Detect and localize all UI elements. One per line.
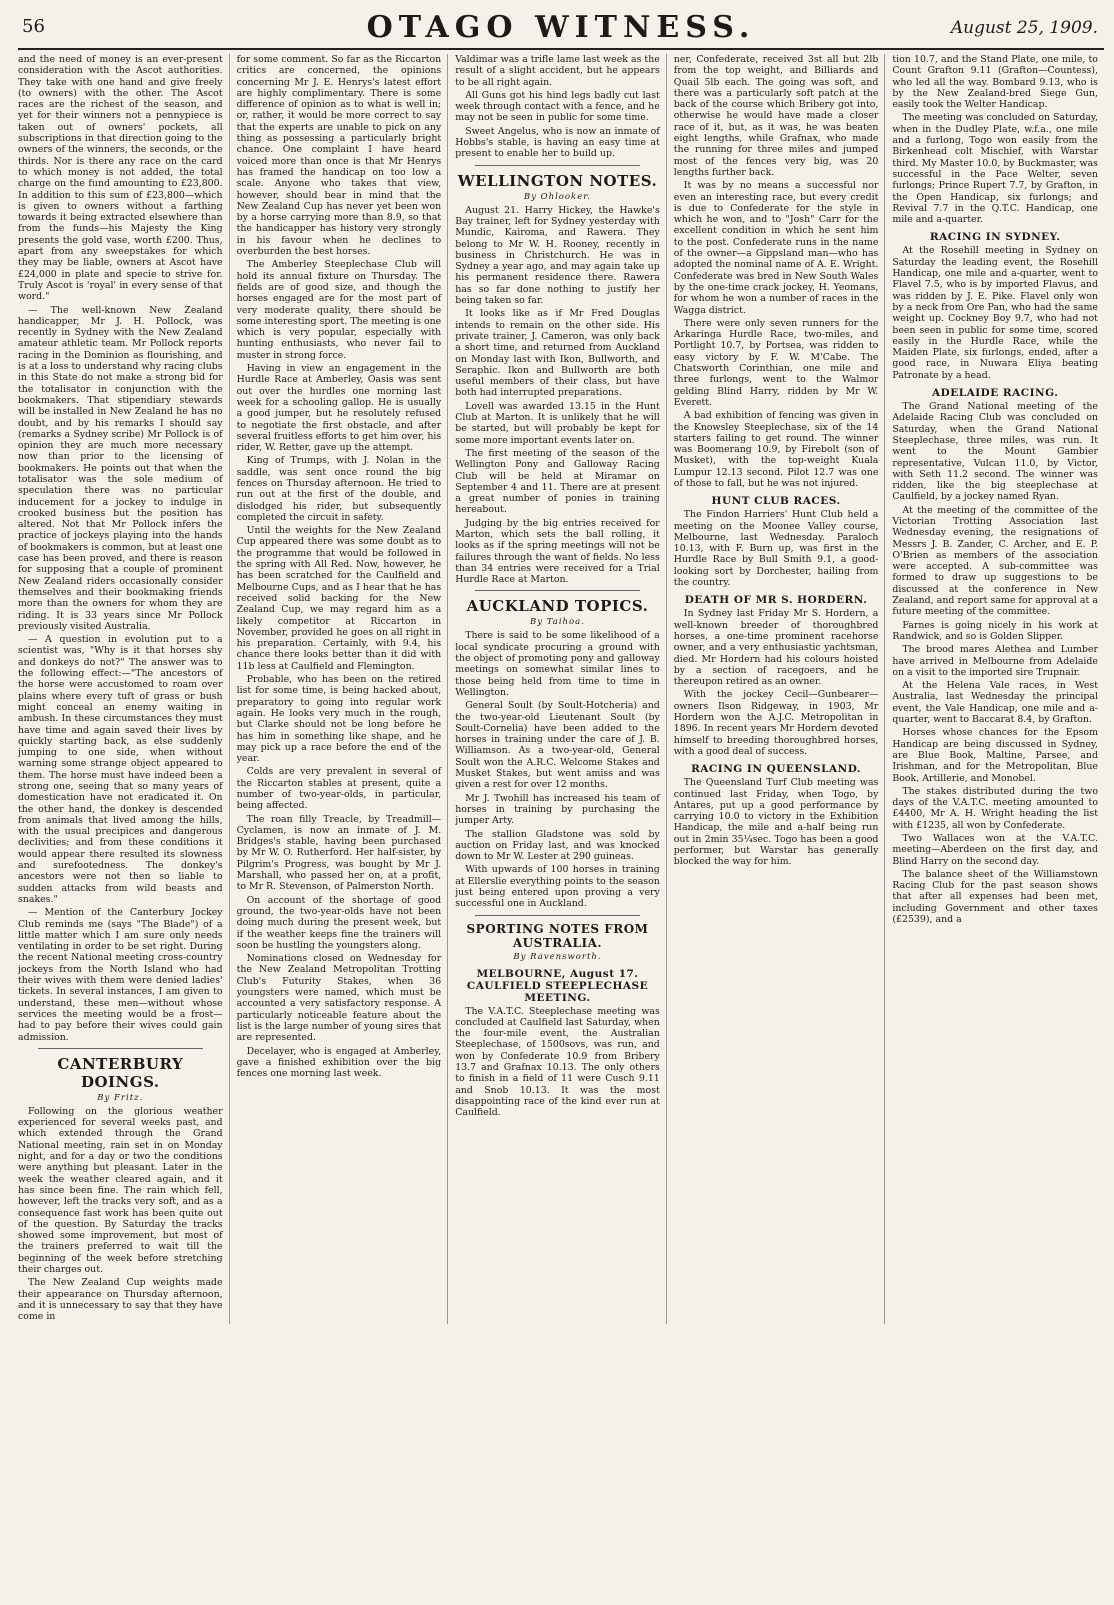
paragraph: Probable, who has been on the retired list for some time, is being hacked about, preparatory to going into regular work again. He looks very much in the rough, but Clarke should not be long before he has him in something like shape, and he may pick up a race before the end of the year.: [236, 674, 442, 765]
paragraph: Two Wallaces won at the V.A.T.C. meeting—Aberdeen on the first day, and Blind Harry on the second day.: [892, 833, 1098, 867]
section-heading-auckland: AUCKLAND TOPICS.: [466, 597, 649, 616]
paragraph: At the Helena Vale races, in West Australia, last Wednesday the principal event, the Vale Handicap, one mile and a-quarter, went to Baccarat 8.4, by Grafton.: [892, 680, 1098, 726]
paragraph: In Sydney last Friday Mr S. Hordern, a well-known breeder of thoroughbred horses, a one-time prominent racehorse owner, and a very enthusiastic yachtsman, died. Mr Hordern had his colours hoisted by a section of racegoers, and he thereupon retired as an owner.: [673, 608, 879, 688]
paragraph: At the Rosehill meeting in Sydney on Saturday the leading event, the Rosehill Handicap, one mile and a-quarter, went to Flavel 7.5, who is by imported Flavus, and was ridden by J. E. Pike. Flavel only won by a neck from Ore Pan, who had the same weight up. Cockney Boy 9.7, who had not been seen in public for some time, scored easily in the Hurdle Race, while the Maiden Plate, six furlongs, ended, after a good race, in Nuwara Eliya beating Patronate by a head.: [892, 245, 1098, 381]
paragraph: The balance sheet of the Williamstown Racing Club for the past season shows that after all expenses had been met, including Government and other taxes (£2539), and a: [892, 868, 1098, 926]
paragraph: The roan filly Treacle, by Treadmill—Cyclamen, is now an inmate of J. M. Bridges's stable, having been purchased by Mr W. O. Rutherford. Her half-sister, by Pilgrim's Progress, was bought by Mr J. Marshall, who passed her on, at a profit, to Mr R. Stevenson, of Palmerston North.: [236, 813, 442, 893]
paragraph: Colds are very prevalent in several of the Riccarton stables at present, quite a number of two-year-olds, in particular, being affected.: [236, 766, 442, 812]
paragraph: The Queensland Turf Club meeting was continued last Friday, when Togo, by Antares, put up a good performance by carrying 10.0 to victory in the Exhibition Handicap, the mile and a-half being run out in 2min 35¼sec. Togo has been a good performer, but Warstar has generally blocked the way for him.: [673, 777, 879, 868]
byline: By Taihoa.: [530, 617, 585, 628]
paragraph: The stallion Gladstone was sold by auction on Friday last, and was knocked down to Mr W. Lester at 290 guineas.: [455, 828, 660, 863]
section-heading-sporting-notes: SPORTING NOTES FROM AUSTRALIA.: [466, 921, 649, 950]
divider: [38, 1048, 203, 1049]
section-heading-wellington: WELLINGTON NOTES.: [457, 171, 658, 190]
byline: By Fritz.: [97, 1092, 144, 1103]
paragraph: The stakes distributed during the two days of the V.A.T.C. meeting amounted to £4400, Mr A. H. Wright heading the list with £1235, all won by Confederate.: [892, 785, 1098, 831]
paragraph: Horses whose chances for the Epsom Handicap are being discussed in Sydney, are Blue Book, Maltine, Parsee, and Irishman, and for the Metropolitan, Blue Book, Artillerie, and Monobel.: [892, 727, 1098, 784]
subheading-sydney: RACING IN SYDNEY.: [929, 231, 1061, 244]
paragraph: August 21. Harry Hickey, the Hawke's Bay trainer, left for Sydney yesterday with Mundic, Kairoma, and Rawera. They belong to Mr W. H. Rooney, recently in business in Christchurch. He was in Sydney a year ago, and may again take up his permanent residence there. Rawera has so far done nothing to justify her being taken so far.: [455, 204, 660, 307]
column-1: [18, 54, 230, 1324]
column-4: [674, 54, 886, 1324]
paragraph: Nominations closed on Wednesday for the New Zealand Metropolitan Trotting Club's Futurity Stakes, when 36 youngsters were named, which must be accounted a very satisfactory response. A particularly noticeable feature about the list is the large number of young sires that are represented.: [236, 953, 442, 1044]
paragraph: At the meeting of the committee of the Victorian Trotting Association last Wednesday evening, the resignations of Messrs J. B. Zander, C. Archer, and E. P. O'Brien as members of the association were accepted. A sub-committee was formed to draw up suggestions to be discussed at the conference in New Zealand, and report same for approval at a future meeting of the committee.: [892, 504, 1098, 618]
paragraph: Decelayer, who is engaged at Amberley, gave a finished exhibition over the big fences one morning last week.: [236, 1045, 442, 1080]
paragraph: The first meeting of the season of the Wellington Pony and Galloway Racing Club will be held at Miramar on September 4 and 11. There are at present a great number of ponies in training hereabout.: [455, 447, 660, 516]
paragraph: On account of the shortage of good ground, the two-year-olds have not been doing much during the present week, but if the weather keeps fine the trainers will soon be hustling the youngsters along.: [236, 894, 442, 951]
paragraph: The Grand National meeting of the Adelaide Racing Club was concluded on Saturday, when the Grand National Steeplechase, three miles, was run. It went to the Mount Gambier representative, Vulcan 11.0, by Victor, with Seth 11.2 second. The winner was ridden, like the big steeplechase at Caulfield, by a jockey named Ryan.: [892, 401, 1098, 503]
subheading-hunt-club: HUNT CLUB RACES.: [711, 495, 841, 508]
paragraph: The Findon Harriers' Hunt Club held a meeting on the Moonee Valley course, Melbourne, last Wednesday. Paraloch 10.13, with F. Burn up, was first in the Hurdle Race by Bull Smith 9.1, a good-looking sort by Dorchester, hailing from the country.: [673, 509, 879, 589]
paragraph: The New Zealand Cup weights made their appearance on Thursday afternoon, and it is unnecessary to say that they have come in: [18, 1277, 223, 1323]
paragraph: and the need of money is an ever-present consideration with the Ascot authorities. They take with one hand and give freely (to owners) with the other. The Ascot races are the richest of the season, and yet for their winners not a pennypiece is taken out of owners' pockets, all subscriptions in that direction going to the owners of the winners, the seconds, or the thirds. Nor is there any race on the card to which money is not added, the total charge on the fund amounting to £23,800. In addition to this sum of £23,800—which is given to owners without a farthing towards it being extracted elsewhere than from the funds—his Majesty the King presents the gold vase, worth £200. Thus, apart from any sweepstakes for which they may be liable, owners at Ascot have £24,000 in plate and specie to strive for. Truly Ascot is 'royal' in every sense of that word.": [18, 54, 223, 303]
subheading-caulfield: MELBOURNE, August 17. CAULFIELD STEEPLECHASE MEETING.: [466, 967, 649, 1004]
masthead: [18, 8, 1104, 50]
page-number: 56: [22, 16, 45, 37]
paragraph: — The well-known New Zealand handicapper, Mr J. H. Pollock, was recently in Sydney with the New Zealand amateur athletic team. Mr Pollock reports racing in the Dominion as flourishing, and is at a loss to understand why racing clubs in this State do not make a strong bid for the totalisator in conjunction with the bookmakers. That stipendiary stewards will be installed in New Zealand he has no doubt, and by his remarks I should say (remarks a Sydney scribe) Mr Pollock is of opinion they are much more necessary now than prior to the licensing of bookmakers. He points out that when the totalisator was the sole medium of speculation there was no particular inducement for a jockey to indulge in crooked business but the position has altered. Not that Mr Pollock infers the practice of jockeys playing into the hands of bookmakers is common, but at least one case has been proved, and there is reason for supposing that a couple of prominent New Zealand riders occasionally consider themselves and their bookmaking friends more than the owners for whom they are riding. It is 33 years since Mr Pollock previously visited Australia.: [18, 304, 223, 632]
paragraph: Sweet Angelus, who is now an inmate of Hobbs's stable, is having an easy time at present to enable her to build up.: [455, 125, 660, 160]
paragraph: All Guns got his hind legs badly cut last week through contact with a fence, and he may not be seen in public for some time.: [455, 89, 660, 124]
subheading-adelaide: ADELAIDE RACING.: [931, 387, 1059, 400]
paragraph: Following on the glorious weather experienced for several weeks past, and which extended through the Grand National meeting, rain set in on Monday night, and for a day or two the conditions were anything but pleasant. Later in the week the weather cleared again, and it has since been fine. The rain which fell, however, left the tracks very soft, and as a consequence fast work has been quite out of the question. By Saturday the tracks showed some improvement, but most of the trainers preferred to wait till the beginning of the week before stretching their charges out.: [18, 1105, 223, 1275]
issue-date: August 25, 1909.: [950, 18, 1098, 38]
paragraph: There is said to be some likelihood of a local syndicate procuring a ground with the object of promoting pony and galloway meetings on somewhat similar lines to those being held from time to time in Wellington.: [455, 630, 660, 698]
section-heading-canterbury: CANTERBURY DOINGS.: [57, 1054, 184, 1091]
byline: By Ravensworth.: [513, 951, 602, 962]
paragraph: — Mention of the Canterbury Jockey Club reminds me (says "The Blade") of a little matter which I am sure only needs ventilating in order to be set right. During the recent National meeting cross-country jockeys from the North Island who had their wives with them were denied ladies' tickets. In several instances, I am given to understand, these men—without whose services the meeting would be a frost—had to pay before their wives could gain admission.: [18, 907, 223, 1043]
paragraph: There were only seven runners for the Arkaringa Hurdle Race, two-miles, and Portlight 10.7, by Portsea, was ridden to easy victory by F. W. M'Cabe. The Chatsworth Corinthian, one mile and three furlongs, went to the Walmor gelding Blind Harry, ridden by Mr W. Everett.: [673, 317, 879, 408]
paragraph: A bad exhibition of fencing was given in the Knowsley Steeplechase, six of the 14 starters failing to get round. The winner was Boomerang 10.9, by Firebolt (son of Musket), with the top-weight Kuala Lumpur 12.13 second. Pilot 12.7 was one of those to fall, but he was not injured.: [673, 410, 879, 489]
column-2: [237, 54, 449, 1324]
column-5: [892, 54, 1104, 1324]
paragraph: It looks like as if Mr Fred Douglas intends to remain on the other side. His private trainer, J. Cameron, was only back a short time, and returned from Auckland on Monday last with Ikon, Bullworth, and Seraphic. Ikon and Bullworth are both useful members of their class, but have both had interrupted preparations.: [455, 308, 660, 399]
divider: [475, 915, 640, 916]
divider: [475, 165, 640, 166]
paragraph: It was by no means a successful nor even an interesting race, but every credit is due to Confederate for the style in which he won, and to "Josh" Carr for the excellent condition in which he sent him to the post. Confederate runs in the name of the owner—a Gippsland man—who has adopted the nominal name of A. E. Wright. Confederate was bred in New South Wales by the one-time crack jockey, H. Yeomans, for whom he won a number of races in the Wagga district.: [673, 180, 879, 316]
subheading-death-hordern: DEATH OF MR S. HORDERN.: [684, 594, 868, 607]
paragraph: tion 10.7, and the Stand Plate, one mile, to Count Grafton 9.11 (Grafton—Countess), who led all the way. Bombard 9.13, who is by the New Zealand-bred Siege Gun, easily took the Welter Handicap.: [892, 54, 1098, 111]
paragraph: Mr J. Twohill has increased his team of horses in training by purchasing the jumper Arty.: [455, 792, 660, 827]
paragraph: ner, Confederate, received 3st all but 2lb from the top weight, and Billiards and Quail 5lb each. The going was soft, and there was a particularly soft patch at the back of the course which Bribery got into, otherwise he would have made a closer race of it, but, as it was, he was beaten eight lengths, while Grafnax, who made the running for three miles and jumped most of the fences very big, was 20 lengths further back.: [673, 54, 879, 178]
newspaper-title: OTAGO WITNESS.: [366, 10, 756, 45]
paragraph: Judging by the big entries received for Marton, which sets the ball rolling, it looks as if the spring meetings will not be failures through the want of fields. No less than 34 entries were received for a Trial Hurdle Race at Marton.: [455, 517, 660, 586]
paragraph: With upwards of 100 horses in training at Ellerslie everything points to the season just being entered upon proving a very successful one in Auckland.: [455, 864, 660, 910]
paragraph: Until the weights for the New Zealand Cup appeared there was some doubt as to the programme that would be followed in the spring with All Red. Now, however, he has been scratched for the Caulfield and Melbourne Cups, and as I hear that he has received solid backing for the New Zealand Cup, we may regard him as a likely competitor at Riccarton in November, provided he goes on all right in his preparation. Certainly, with 9.4, his chance there looks better than it did with 11b less at Caulfield and Flemington.: [236, 525, 442, 672]
column-3: [455, 54, 667, 1324]
divider: [475, 590, 640, 591]
paragraph: Lovell was awarded 13.15 in the Hunt Club at Marton. It is unlikely that he will be started, but will probably be kept for some more important events later on.: [455, 400, 660, 446]
paragraph: Having in view an engagement in the Hurdle Race at Amberley, Oasis was sent out over the hurdles one morning last week for a schooling gallop. He is usually a good jumper, but he resolutely refused to negotiate the first obstacle, and after several fruitless efforts to get him over, his rider, W. Retter, gave up the attempt.: [236, 363, 442, 454]
paragraph: The meeting was concluded on Saturday, when in the Dudley Plate, w.f.a., one mile and a furlong, Togo won easily from the Birkenhead colt Mischief, with Warstar third. My Master 10.0, by Buckmaster, was successful in the Pace Welter, seven furlongs; Prince Rupert 7.7, by Grafton, in the Open Handicap, six furlongs; and Revival 7.7 in the Q.T.C. Handicap, one mile and a-quarter.: [892, 112, 1098, 226]
paragraph: King of Trumps, with J. Nolan in the saddle, was sent once round the big fences on Thursday afternoon. He tried to run out at the first of the double, and dislodged his rider, but subsequently completed the circuit in safety.: [236, 455, 442, 523]
paragraph: — A question in evolution put to a scientist was, "Why is it that horses shy and donkeys do not?" The answer was to the following effect:—"The ancestors of the horse were accustomed to roam over plains where every tuft of grass or bush might conceal an enemy waiting in ambush. In these circumstances they must have time and again saved their lives by quickly starting back, as else suddenly jumping to one side, when without warning some strange object appeared to them. The horse must have indeed been a strong one, seeing that so many years of domestication have not eradicated it. On the other hand, the donkey is descended from animals that lived among the hills, with the usual precipices and dangerous declivities; and from these conditions it would appear there resulted its slowness and surefootedness. The donkey's ancestors were not then so liable to sudden attacks from wild beasts and snakes.": [18, 634, 223, 905]
paragraph: for some comment. So far as the Riccarton critics are concerned, the opinions concerning Mr J. E. Henrys's latest effort are highly complimentary. There is some difference of opinion as to what is well in; or, rather, it would be more correct to say that the experts are unable to pick on any thing as possessing a particularly bright chance. One complaint I have heard voiced more than once is that Mr Henrys has framed the handicap on too low a scale. Anyone who takes that view, however, should bear in mind that the New Zealand Cup has never yet been won by a horse carrying more than 8.9, so that the handicapper has history very strongly in his favour when he declines to overburden the best horses.: [236, 54, 442, 258]
paragraph: The brood mares Alethea and Lumber have arrived in Melbourne from Adelaide on a visit to the imported sire Trupnair.: [892, 644, 1098, 678]
subheading-queensland: RACING IN QUEENSLAND.: [691, 763, 862, 776]
paragraph: The Amberley Steeplechase Club will hold its annual fixture on Thursday. The fields are of good size, and though the horses engaged are for the most part of very moderate quality, there should be some interesting sport. The meeting is one which is very popular, especially with hunting enthusiasts, who never fail to muster in strong force.: [236, 259, 442, 361]
paragraph: General Soult (by Soult-Hotcheria) and the two-year-old Lieutenant Soult (by Soult-Cornelia) have been added to the horses in training under the care of J. B. Williamson. As a two-year-old, General Soult won the A.R.C. Welcome Stakes and Musket Stakes, but went amiss and was given a rest for over 12 months.: [455, 700, 660, 791]
paragraph: With the jockey Cecil—Gunbearer—owners Ilson Ridgeway, in 1903, Mr Hordern won the A.J.C. Metropolitan in 1896. In recent years Mr Hordern devoted himself to breeding thoroughbred horses, with a good deal of success.: [673, 689, 879, 757]
byline: By Ohlooker.: [523, 191, 592, 202]
paragraph: Valdimar was a trifle lame last week as the result of a slight accident, but he appears to be all right again.: [455, 54, 660, 88]
columns: [18, 50, 1104, 1324]
paragraph: The V.A.T.C. Steeplechase meeting was concluded at Caulfield last Saturday, when the four-mile event, the Australian Steeplechase, of 1500sovs, was run, and won by Confederate 10.9 from Bribery 13.7 and Grafnax 10.13. The only others to finish in a field of 11 were Cusch 9.11 and Snob 10.13. It was the most disappointing race of the kind ever run at Caulfield.: [455, 1005, 660, 1119]
paragraph: Farnes is going nicely in his work at Randwick, and so is Golden Slipper.: [892, 619, 1098, 642]
